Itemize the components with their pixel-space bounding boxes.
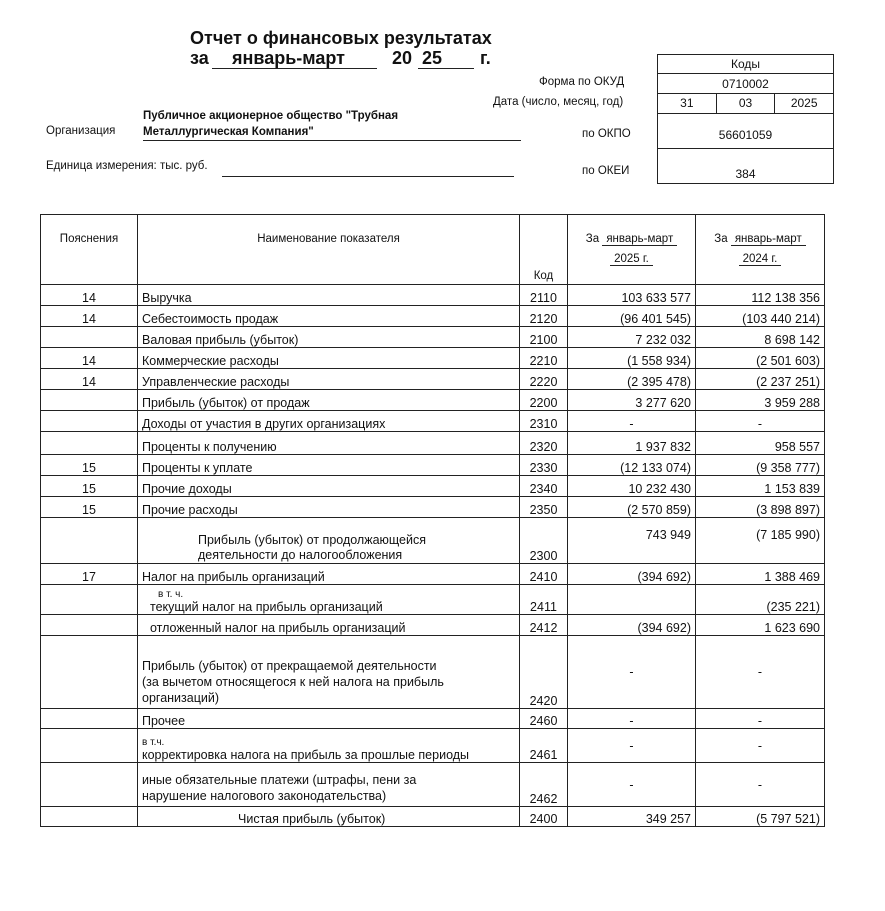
row-current-value: 10 232 430 xyxy=(568,476,696,497)
row-code: 2330 xyxy=(520,455,568,476)
row-current-value: - xyxy=(568,729,696,763)
col-previous-period: январь-март xyxy=(731,233,806,246)
row-note xyxy=(41,390,138,411)
row-current-value: 349 257 xyxy=(568,807,696,827)
table-row xyxy=(41,729,825,763)
row-current-value: 743 949 xyxy=(568,518,696,564)
col-current-prefix: За xyxy=(585,233,600,245)
row-note xyxy=(41,807,138,827)
table-row xyxy=(41,348,825,369)
row-code: 2120 xyxy=(520,306,568,327)
row-code: 2420 xyxy=(520,636,568,709)
row-name xyxy=(138,585,520,615)
row-name xyxy=(138,636,520,709)
row-name-line3: организаций) xyxy=(142,691,219,705)
row-previous-value: (9 358 777) xyxy=(696,455,825,476)
row-name-line2: деятельности до налогообложения xyxy=(198,548,403,562)
table-row xyxy=(41,636,825,709)
row-current-value: - xyxy=(568,709,696,729)
col-current-year: 2025 xyxy=(614,253,640,265)
col-current-year-wrap xyxy=(610,253,653,266)
row-previous-value: 958 557 xyxy=(696,432,825,455)
okei-label: по ОКЕИ xyxy=(582,165,630,177)
year-unit: г. xyxy=(480,48,491,68)
row-previous-value: 112 138 356 xyxy=(696,285,825,306)
table-row xyxy=(41,411,825,432)
row-current-value: (96 401 545) xyxy=(568,306,696,327)
org-label: Организация xyxy=(46,125,116,137)
row-previous-value: (2 501 603) xyxy=(696,348,825,369)
date-values xyxy=(658,94,833,114)
row-name-line1: Прибыль (убыток) от продолжающейся xyxy=(198,533,427,547)
table-row xyxy=(41,285,825,306)
row-previous-value: - xyxy=(696,709,825,729)
row-current-value: (2 570 859) xyxy=(568,497,696,518)
row-name: Валовая прибыль (убыток) xyxy=(138,327,520,348)
row-previous-value: (2 237 251) xyxy=(696,369,825,390)
row-note: 14 xyxy=(41,369,138,390)
date-day: 31 xyxy=(658,94,717,113)
row-name: Управленческие расходы xyxy=(138,369,520,390)
row-current-value: (1 558 934) xyxy=(568,348,696,369)
org-name xyxy=(143,108,398,140)
year-prefix: 20 xyxy=(392,48,413,68)
row-name: Чистая прибыль (убыток) xyxy=(138,807,520,827)
okud-value: 0710002 xyxy=(658,74,833,94)
row-name-line2: нарушение налогового законодательства) xyxy=(142,789,387,803)
table-row xyxy=(41,518,825,564)
row-code: 2460 xyxy=(520,709,568,729)
row-code: 2200 xyxy=(520,390,568,411)
table-row xyxy=(41,564,825,585)
table-row xyxy=(41,807,825,827)
row-name-line1: Прибыль (убыток) от прекращаемой деятельности xyxy=(142,659,437,673)
table-row xyxy=(41,497,825,518)
row-name: Коммерческие расходы xyxy=(138,348,520,369)
table-row xyxy=(41,709,825,729)
table-row xyxy=(41,306,825,327)
row-previous-value: (5 797 521) xyxy=(696,807,825,827)
col-previous-header xyxy=(696,215,825,285)
okei-value: 384 xyxy=(735,167,756,181)
row-current-value: 103 633 577 xyxy=(568,285,696,306)
row-code: 2350 xyxy=(520,497,568,518)
row-note xyxy=(41,615,138,636)
row-note xyxy=(41,729,138,763)
okpo-value: 56601059 xyxy=(658,114,833,149)
row-previous-value: 1 153 839 xyxy=(696,476,825,497)
row-name-text: текущий налог на прибыль организаций xyxy=(150,600,383,614)
row-previous-value: (103 440 214) xyxy=(696,306,825,327)
org-underline xyxy=(143,140,521,141)
table-row xyxy=(41,585,825,615)
row-note: 15 xyxy=(41,476,138,497)
table-row xyxy=(41,455,825,476)
table-row xyxy=(41,369,825,390)
row-code: 2410 xyxy=(520,564,568,585)
row-previous-value: - xyxy=(696,763,825,807)
year-suffix: 25 xyxy=(422,48,443,68)
row-note xyxy=(41,327,138,348)
period-value: январь-март xyxy=(232,48,345,68)
table-row xyxy=(41,327,825,348)
row-name: Налог на прибыль организаций xyxy=(138,564,520,585)
col-current-period: январь-март xyxy=(602,233,677,246)
year-underline xyxy=(418,68,474,69)
row-current-value: 1 937 832 xyxy=(568,432,696,455)
report-title: Отчет о финансовых результатах xyxy=(190,28,492,48)
row-note xyxy=(41,636,138,709)
row-name: Прочие расходы xyxy=(138,497,520,518)
row-code: 2412 xyxy=(520,615,568,636)
date-label: Дата (число, месяц, год) xyxy=(493,96,624,108)
row-previous-value: (235 221) xyxy=(696,585,825,615)
unit-underline xyxy=(222,176,514,177)
codes-box xyxy=(657,54,834,184)
row-name xyxy=(138,729,520,763)
row-name: Прочие доходы xyxy=(138,476,520,497)
org-name-line2: Металлургическая Компания" xyxy=(143,126,314,138)
row-code: 2411 xyxy=(520,585,568,615)
row-note: 17 xyxy=(41,564,138,585)
row-note xyxy=(41,518,138,564)
row-current-value: (12 133 074) xyxy=(568,455,696,476)
table-row xyxy=(41,476,825,497)
col-previous-year: 2024 xyxy=(742,253,769,265)
row-note: 15 xyxy=(41,497,138,518)
unit-label: Единица измерения: тыс. руб. xyxy=(46,160,208,172)
table-row xyxy=(41,390,825,411)
row-note: 15 xyxy=(41,455,138,476)
row-previous-value: (7 185 990) xyxy=(696,518,825,564)
col-previous-year-wrap xyxy=(739,253,782,266)
row-note: 14 xyxy=(41,306,138,327)
col-current-year-unit: г. xyxy=(642,253,649,265)
row-name: Себестоимость продаж xyxy=(138,306,520,327)
row-previous-value: 1 623 690 xyxy=(696,615,825,636)
row-current-value: 3 277 620 xyxy=(568,390,696,411)
row-name-line2: (за вычетом относящегося к ней налога на прибыль xyxy=(142,675,444,689)
row-code: 2400 xyxy=(520,807,568,827)
row-current-value xyxy=(568,585,696,615)
period-underline xyxy=(212,68,377,69)
table-row xyxy=(41,432,825,455)
row-name-prefix: в т. ч. xyxy=(158,589,184,600)
row-note xyxy=(41,709,138,729)
col-code-header: Код xyxy=(520,215,568,285)
row-note xyxy=(41,432,138,455)
row-code: 2220 xyxy=(520,369,568,390)
okpo-label: по ОКПО xyxy=(582,128,631,140)
col-previous-prefix: За xyxy=(714,233,728,245)
period-prefix: за xyxy=(190,48,209,68)
row-note xyxy=(41,585,138,615)
row-previous-value: 3 959 288 xyxy=(696,390,825,411)
row-name: Проценты к уплате xyxy=(138,455,520,476)
row-current-value: - xyxy=(568,411,696,432)
row-previous-value: (3 898 897) xyxy=(696,497,825,518)
row-code: 2462 xyxy=(520,763,568,807)
row-name xyxy=(138,518,520,564)
row-name-prefix: в т.ч. xyxy=(142,737,165,748)
row-name: Прибыль (убыток) от продаж xyxy=(138,390,520,411)
row-current-value: (394 692) xyxy=(568,615,696,636)
row-note: 14 xyxy=(41,285,138,306)
row-code: 2340 xyxy=(520,476,568,497)
row-code: 2461 xyxy=(520,729,568,763)
row-code: 2110 xyxy=(520,285,568,306)
row-name: Прочее xyxy=(138,709,520,729)
row-current-value: - xyxy=(568,763,696,807)
row-code: 2310 xyxy=(520,411,568,432)
codes-header: Коды xyxy=(658,55,833,74)
financial-results-table xyxy=(40,214,825,827)
row-name: Проценты к получению xyxy=(138,432,520,455)
date-month: 03 xyxy=(717,94,776,113)
row-note xyxy=(41,763,138,807)
row-name-line1: иные обязательные платежи (штрафы, пени за xyxy=(142,773,417,787)
row-previous-value: 1 388 469 xyxy=(696,564,825,585)
date-year: 2025 xyxy=(790,96,818,110)
col-current-header xyxy=(568,215,696,285)
row-code: 2300 xyxy=(520,518,568,564)
row-code: 2210 xyxy=(520,348,568,369)
row-code: 2100 xyxy=(520,327,568,348)
row-name: отложенный налог на прибыль организаций xyxy=(138,615,520,636)
row-previous-value: - xyxy=(696,411,825,432)
table-row xyxy=(41,763,825,807)
org-name-line1: Публичное акционерное общество "Трубная xyxy=(143,110,399,122)
row-name: Доходы от участия в других организациях xyxy=(138,411,520,432)
row-current-value: 7 232 032 xyxy=(568,327,696,348)
col-notes-header: Пояснения xyxy=(41,215,138,285)
col-name-header: Наименование показателя xyxy=(138,215,520,285)
row-name: Выручка xyxy=(138,285,520,306)
col-previous-year-unit: г. xyxy=(771,253,778,265)
row-name-text: корректировка налога на прибыль за прошлые периоды xyxy=(142,748,470,762)
row-previous-value: - xyxy=(696,729,825,763)
table-header-row xyxy=(41,215,825,285)
row-code: 2320 xyxy=(520,432,568,455)
row-note xyxy=(41,411,138,432)
row-current-value: (2 395 478) xyxy=(568,369,696,390)
row-previous-value: - xyxy=(696,636,825,709)
row-current-value: (394 692) xyxy=(568,564,696,585)
row-note: 14 xyxy=(41,348,138,369)
row-current-value: - xyxy=(568,636,696,709)
okud-label: Форма по ОКУД xyxy=(539,76,625,88)
row-previous-value: 8 698 142 xyxy=(696,327,825,348)
table-row xyxy=(41,615,825,636)
row-name xyxy=(138,763,520,807)
